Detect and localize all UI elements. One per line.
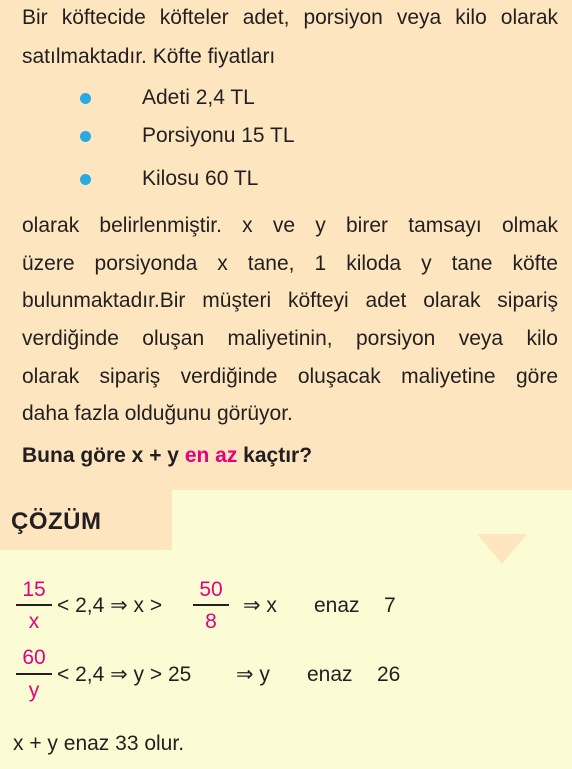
row2-frac-bar bbox=[16, 673, 52, 675]
row1-inequality: < 2,4 ⇒ x > bbox=[57, 594, 163, 617]
row2-result-value: 26 bbox=[377, 663, 401, 686]
row2-result-var: ⇒ y bbox=[236, 663, 270, 686]
question-text bbox=[22, 443, 312, 469]
intro-line-1: Bir köftecide köfteler adet, porsiyon veya kilo olarak bbox=[22, 6, 558, 29]
row2-frac-numerator: 60 bbox=[22, 646, 46, 669]
body-line-1: olarak belirlenmiştir. x ve y birer tamsayı olmak bbox=[22, 214, 558, 237]
solution-title: ÇÖZÜM bbox=[11, 508, 102, 535]
body-line-6: daha fazla olduğunu görüyor. bbox=[22, 402, 293, 425]
row1-frac2-bar bbox=[193, 604, 229, 606]
intro-line-2: satılmaktadır. Köfte fiyatları bbox=[22, 45, 276, 68]
price-item-portion: Porsiyonu 15 TL bbox=[142, 124, 295, 147]
body-line-3: bulunmaktadır.Bir müşteri köfteyi adet olarak sipariş bbox=[22, 289, 558, 312]
row2-result-word: enaz bbox=[307, 663, 353, 686]
row2-frac-denominator: y bbox=[28, 679, 40, 702]
body-line-5: olarak sipariş verdiğinde oluşacak maliyetine göre bbox=[22, 365, 558, 388]
callout-notch bbox=[477, 534, 527, 564]
row1-frac1-denominator: x bbox=[28, 610, 40, 633]
row1-frac1-numerator: 15 bbox=[22, 578, 46, 601]
bullet-dot-1 bbox=[80, 93, 91, 104]
bullet-dot-2 bbox=[80, 131, 91, 142]
row1-result-word: enaz bbox=[314, 594, 360, 617]
row2-inequality: < 2,4 ⇒ y > 25 bbox=[57, 663, 192, 686]
row1-frac2-numerator: 50 bbox=[199, 578, 223, 601]
body-line-2: üzere porsiyonda x tane, 1 kiloda y tane köfte bbox=[22, 252, 558, 275]
question-pre: Buna göre x + y bbox=[22, 444, 185, 467]
bullet-dot-3 bbox=[80, 174, 91, 185]
body-line-4: verdiğinde oluşan maliyetinin, porsiyon veya kilo bbox=[22, 327, 558, 350]
row1-frac1-bar bbox=[16, 604, 52, 606]
question-post: kaçtır? bbox=[237, 444, 313, 467]
solution-conclusion: x + y enaz 33 olur. bbox=[13, 732, 185, 755]
row1-result-value: 7 bbox=[384, 594, 396, 617]
row1-frac2-denominator: 8 bbox=[205, 610, 217, 633]
question-highlight: en az bbox=[184, 444, 238, 467]
price-item-kilo: Kilosu 60 TL bbox=[142, 167, 259, 190]
row1-result-var: ⇒ x bbox=[243, 594, 277, 617]
price-item-piece: Adeti 2,4 TL bbox=[142, 86, 255, 109]
